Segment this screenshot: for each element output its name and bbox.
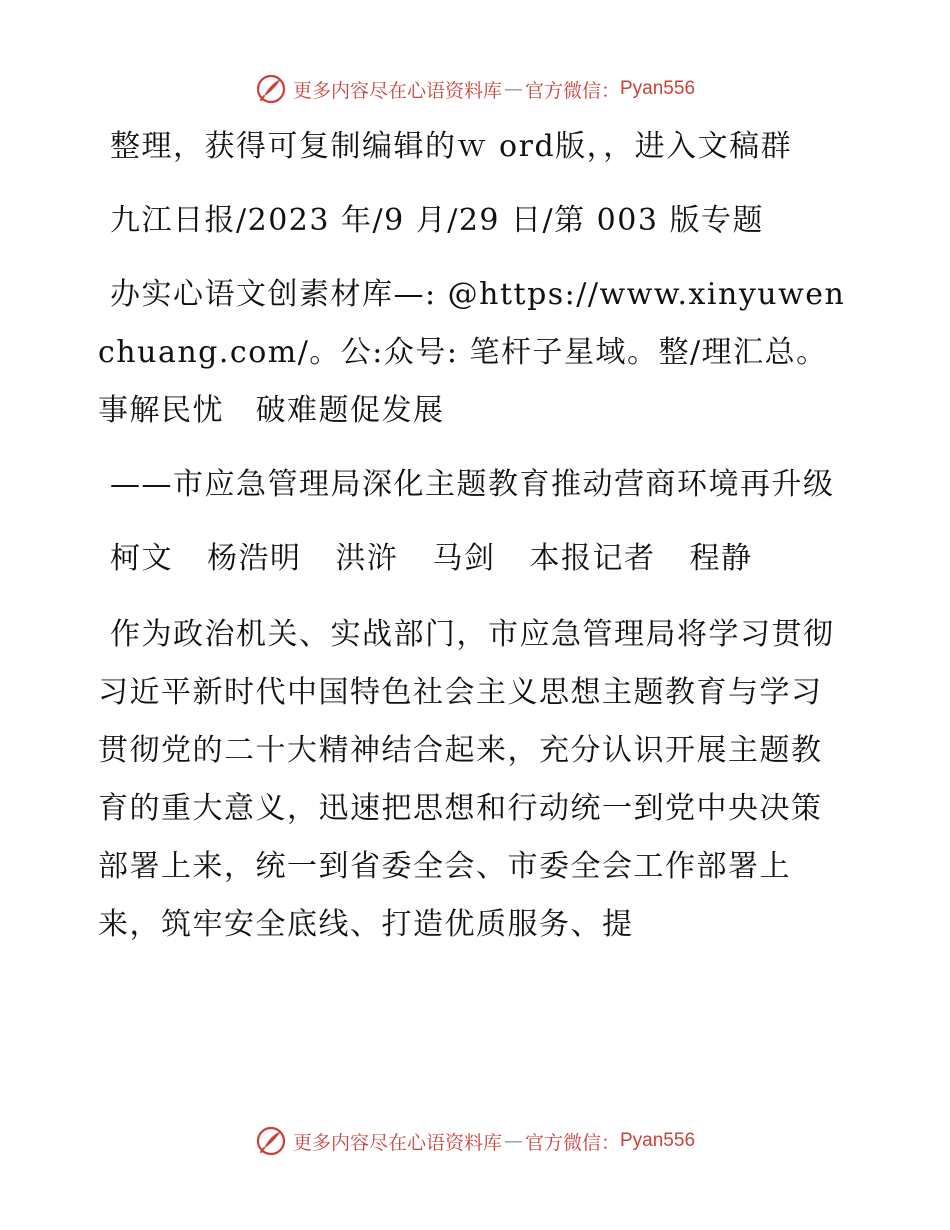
watermark-text: 更多内容尽在心语资料库: [292, 1131, 502, 1154]
header-watermark: [0, 72, 950, 106]
watermark-contact-id: Pyan556: [620, 78, 696, 99]
authors-line: [98, 530, 850, 588]
body-paragraph: 作为政治机关、实战部门，市应急管理局将学习贯彻习近平新时代中国特色社会主义思想主题教育与学习贯彻党的二十大精神结合起来，充分认识开展主题教育的重大意义，迅速把思想和行动统一到党中央决策部署上来，统一到省委全会、市委全会工作部署上来，筑牢安全底线、打造优质服务、提: [98, 617, 835, 942]
intro-paragraph: 整理，获得可复制编辑的ｗ ord版，，进入文稿群: [110, 129, 793, 164]
author-name: 程静: [689, 541, 753, 576]
watermark-contact-label: 官方微信：: [524, 1131, 620, 1154]
watermark-contact-label: 官方微信：: [524, 79, 620, 102]
subtitle: ——市应急管理局深化主题教育推动营商环境再升级: [110, 467, 835, 502]
footer-watermark: [0, 1124, 950, 1158]
author-name: 本报记者: [529, 541, 656, 576]
feather-pen-circle-icon: [255, 1125, 287, 1157]
watermark-separator: —: [503, 78, 523, 100]
watermark-separator: —: [503, 1130, 523, 1152]
watermark-contact-id: Pyan556: [620, 1130, 696, 1151]
watermark-text: 更多内容尽在心语资料库: [292, 79, 502, 102]
promo-paragraph: 办实心语文创素材库—: @https://www.xinyuwenchuang.com/。公:众号: 笔杆子星域。整/理汇总。事解民忧 破难题促发展: [98, 277, 846, 428]
document-body: [98, 118, 850, 954]
feather-pen-circle-icon: [255, 73, 287, 105]
author-name: 马剑: [432, 541, 496, 576]
source-line: 九江日报/2023 年/9 月/29 日/第 003 版专题: [110, 203, 764, 238]
author-name: 杨浩明: [207, 541, 302, 576]
author-name: 洪浒: [335, 541, 399, 576]
author-name: 柯文: [110, 541, 173, 576]
